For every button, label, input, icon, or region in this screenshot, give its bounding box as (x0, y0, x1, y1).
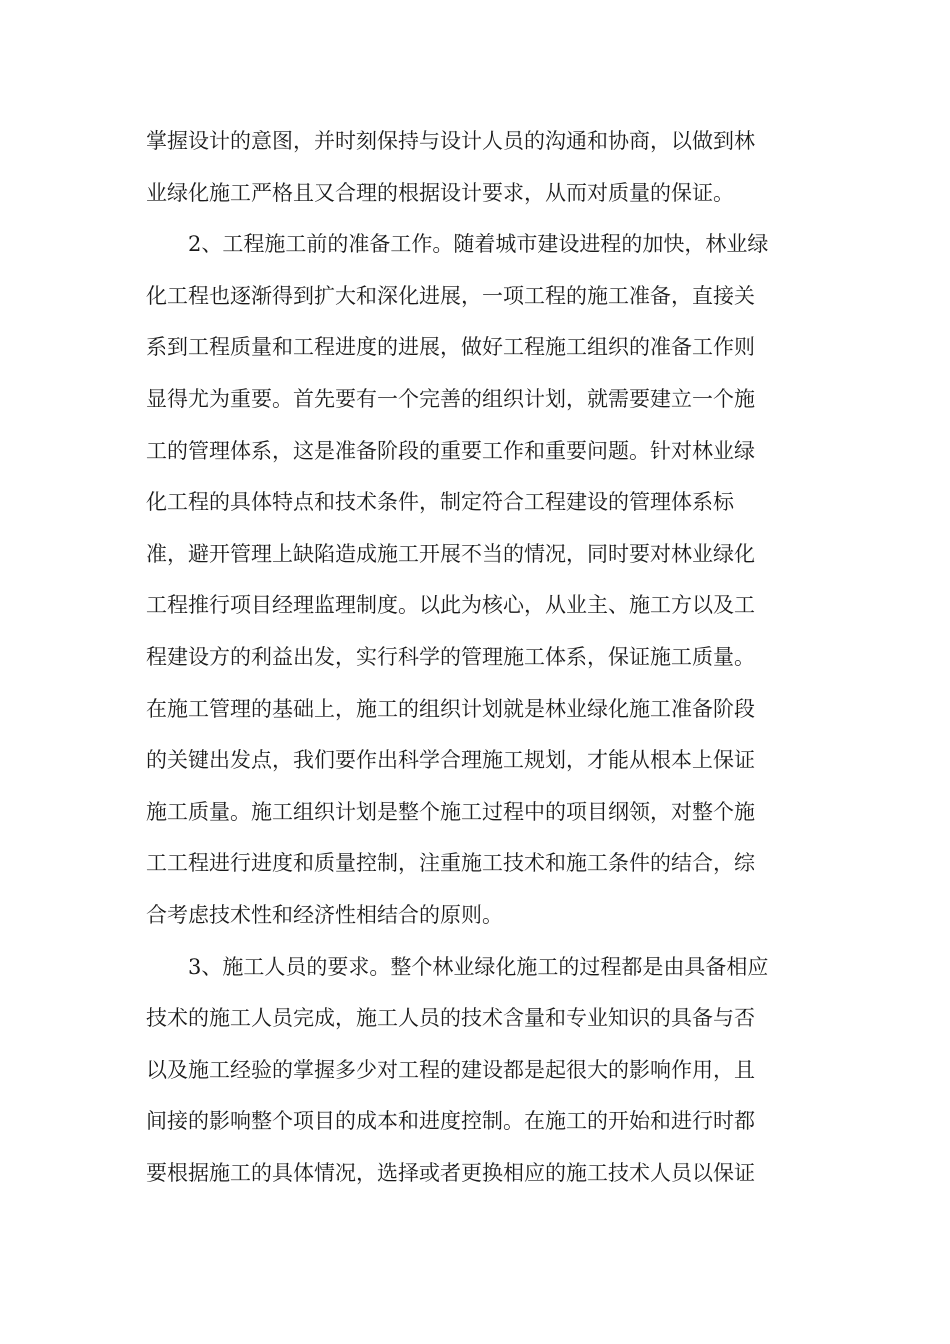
text-line: 显得尤为重要。首先要有一个完善的组织计划，就需要建立一个施 (146, 386, 755, 411)
text-line: 2、工程施工前的准备工作。随着城市建设进程的加快，林业绿 (188, 232, 769, 257)
text-line: 要根据施工的具体情况，选择或者更换相应的施工技术人员以保证 (146, 1160, 755, 1185)
text-line: 化工程的具体特点和技术条件，制定符合工程建设的管理体系标 (146, 490, 734, 515)
text-line: 技术的施工人员完成，施工人员的技术含量和专业知识的具备与否 (146, 1006, 755, 1031)
document-body (146, 116, 812, 1199)
text-line: 工的管理体系，这是准备阶段的重要工作和重要问题。针对林业绿 (146, 438, 755, 463)
text-line: 的关键出发点，我们要作出科学合理施工规划，才能从根本上保证 (146, 748, 755, 773)
text-line: 业绿化施工严格且又合理的根据设计要求，从而对质量的保证。 (146, 180, 734, 205)
text-line: 施工质量。施工组织计划是整个施工过程中的项目纲领，对整个施 (146, 799, 755, 824)
text-line: 程建设方的利益出发，实行科学的管理施工体系，保证施工质量。 (146, 644, 755, 669)
text-line: 以及施工经验的掌握多少对工程的建设都是起很大的影响作用，且 (146, 1057, 755, 1082)
text-line: 化工程也逐渐得到扩大和深化进展，一项工程的施工准备，直接关 (146, 283, 755, 308)
text-line: 间接的影响整个项目的成本和进度控制。在施工的开始和进行时都 (146, 1109, 755, 1134)
text-line: 合考虑技术性和经济性相结合的原则。 (146, 902, 503, 927)
text-line: 准，避开管理上缺陷造成施工开展不当的情况，同时要对林业绿化 (146, 541, 755, 566)
text-line: 在施工管理的基础上，施工的组织计划就是林业绿化施工准备阶段 (146, 696, 755, 721)
text-line: 工程推行项目经理监理制度。以此为核心，从业主、施工方以及工 (146, 593, 755, 618)
text-line: 工工程进行进度和质量控制，注重施工技术和施工条件的结合，综 (146, 851, 755, 876)
text-line: 3、施工人员的要求。整个林业绿化施工的过程都是由具备相应 (188, 954, 769, 979)
text-line: 系到工程质量和工程进度的进展，做好工程施工组织的准备工作则 (146, 335, 755, 360)
text-line: 掌握设计的意图，并时刻保持与设计人员的沟通和协商，以做到林 (146, 129, 755, 153)
